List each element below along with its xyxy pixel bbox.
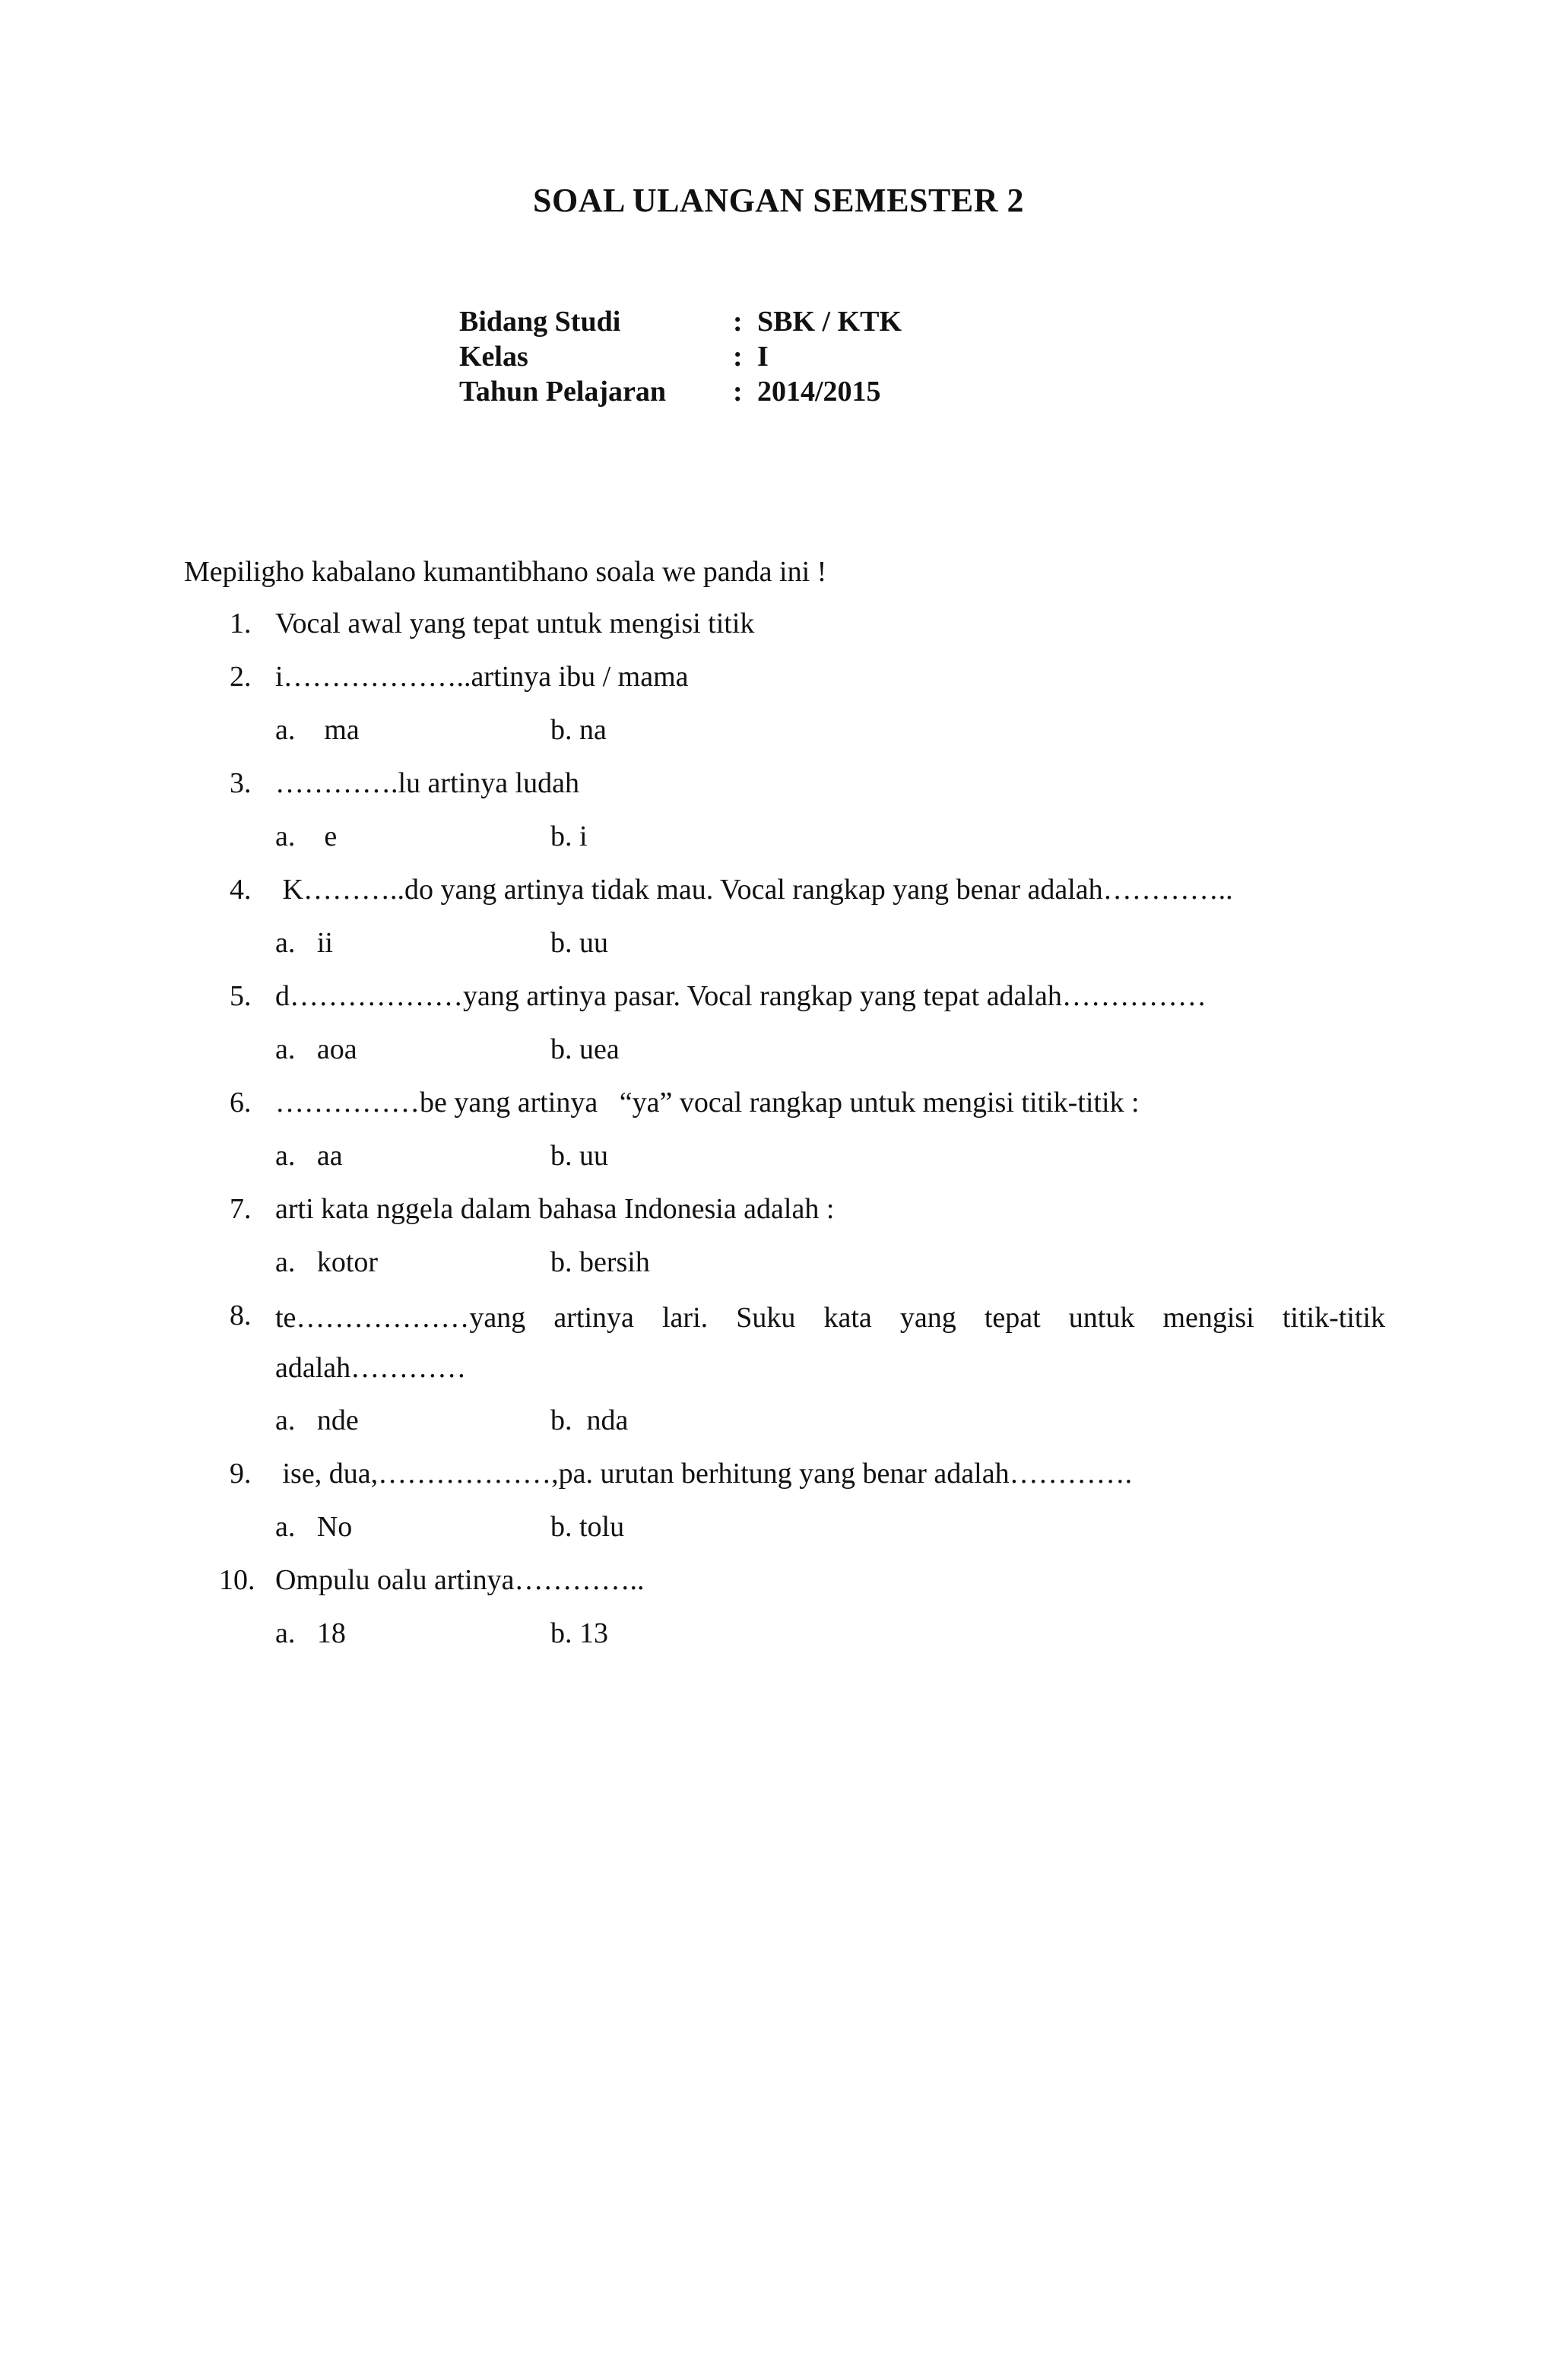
question-number: 7.: [230, 1193, 252, 1225]
info-label: Kelas: [459, 341, 528, 373]
option-a: a. aa: [275, 1140, 343, 1172]
question-item: [184, 1451, 1385, 1504]
option-b: b. 13: [550, 1617, 608, 1649]
info-value: SBK / KTK: [757, 306, 902, 338]
question-item: [184, 601, 1385, 654]
question-number: 9.: [230, 1458, 252, 1490]
answer-options: [184, 1398, 1385, 1451]
info-colon: :: [733, 376, 743, 408]
question-item: [184, 1186, 1385, 1239]
info-label: Tahun Pelajaran: [459, 376, 667, 408]
option-a: a. aoa: [275, 1033, 357, 1065]
info-colon: :: [733, 306, 743, 338]
question-number: 2.: [230, 661, 252, 693]
option-b: b. uea: [550, 1033, 620, 1065]
info-value: I: [757, 341, 769, 373]
option-b: b. uu: [550, 1140, 608, 1172]
question-text: d………………yang artinya pasar. Vocal rangkap yang tepat adalah……………: [275, 980, 1207, 1012]
option-a: a. e: [275, 820, 338, 852]
option-b: b. tolu: [550, 1511, 625, 1543]
question-item: [184, 654, 1385, 707]
answer-options: [184, 920, 1385, 973]
answer-options: [184, 1610, 1385, 1664]
question-item: [184, 867, 1385, 920]
answer-options: [184, 1027, 1385, 1080]
question-text: arti kata nggela dalam bahasa Indonesia adalah :: [275, 1193, 835, 1225]
question-item: [184, 1293, 1385, 1398]
option-a: a. No: [275, 1511, 353, 1543]
option-a: a. kotor: [275, 1246, 379, 1278]
question-item: [184, 1557, 1385, 1610]
info-value: 2014/2015: [757, 376, 881, 408]
option-a: a. ii: [275, 927, 333, 959]
page-title: SOAL ULANGAN SEMESTER 2: [533, 182, 1024, 219]
option-b: b. i: [550, 820, 588, 852]
question-number: 6.: [230, 1087, 252, 1119]
question-number: 3.: [230, 767, 252, 799]
option-b: b. uu: [550, 927, 608, 959]
answer-options: [184, 1504, 1385, 1557]
option-b: b. nda: [550, 1404, 629, 1436]
option-a: a. 18: [275, 1617, 346, 1649]
question-text: te………………yang artinya lari. Suku kata yang tepat untuk mengisi titik-titik adalah…………: [275, 1302, 1385, 1384]
question-number: 1.: [230, 608, 252, 639]
question-text: ………….lu artinya ludah: [275, 767, 579, 799]
answer-options: [184, 1133, 1385, 1186]
answer-options: [184, 707, 1385, 760]
question-list: [184, 601, 1385, 1664]
question-text: Ompulu oalu artinya…………..: [275, 1564, 645, 1596]
option-a: a. nde: [275, 1404, 359, 1436]
question-item: [184, 973, 1385, 1027]
option-b: b. na: [550, 714, 607, 746]
question-text: i………………..artinya ibu / mama: [275, 661, 689, 693]
question-item: [184, 1080, 1385, 1133]
answer-options: [184, 1239, 1385, 1293]
question-text: ……………be yang artinya “ya” vocal rangkap untuk mengisi titik-titik :: [275, 1087, 1140, 1119]
info-label: Bidang Studi: [459, 306, 621, 338]
question-number: 10.: [219, 1564, 255, 1596]
question-item: [184, 760, 1385, 814]
instruction-text: Mepiligho kabalano kumantibhano soala we panda ini !: [184, 556, 827, 588]
question-number: 5.: [230, 980, 252, 1012]
answer-options: [184, 814, 1385, 867]
info-colon: :: [733, 341, 743, 373]
question-number: 4.: [230, 874, 252, 906]
option-b: b. bersih: [550, 1246, 650, 1278]
question-text: ise, dua,………………,pa. urutan berhitung yang benar adalah………….: [275, 1458, 1133, 1490]
question-number: 8.: [230, 1299, 252, 1331]
question-text: K………..do yang artinya tidak mau. Vocal rangkap yang benar adalah…………..: [275, 874, 1233, 906]
question-text: Vocal awal yang tepat untuk mengisi titik: [275, 608, 755, 639]
option-a: a. ma: [275, 714, 360, 746]
